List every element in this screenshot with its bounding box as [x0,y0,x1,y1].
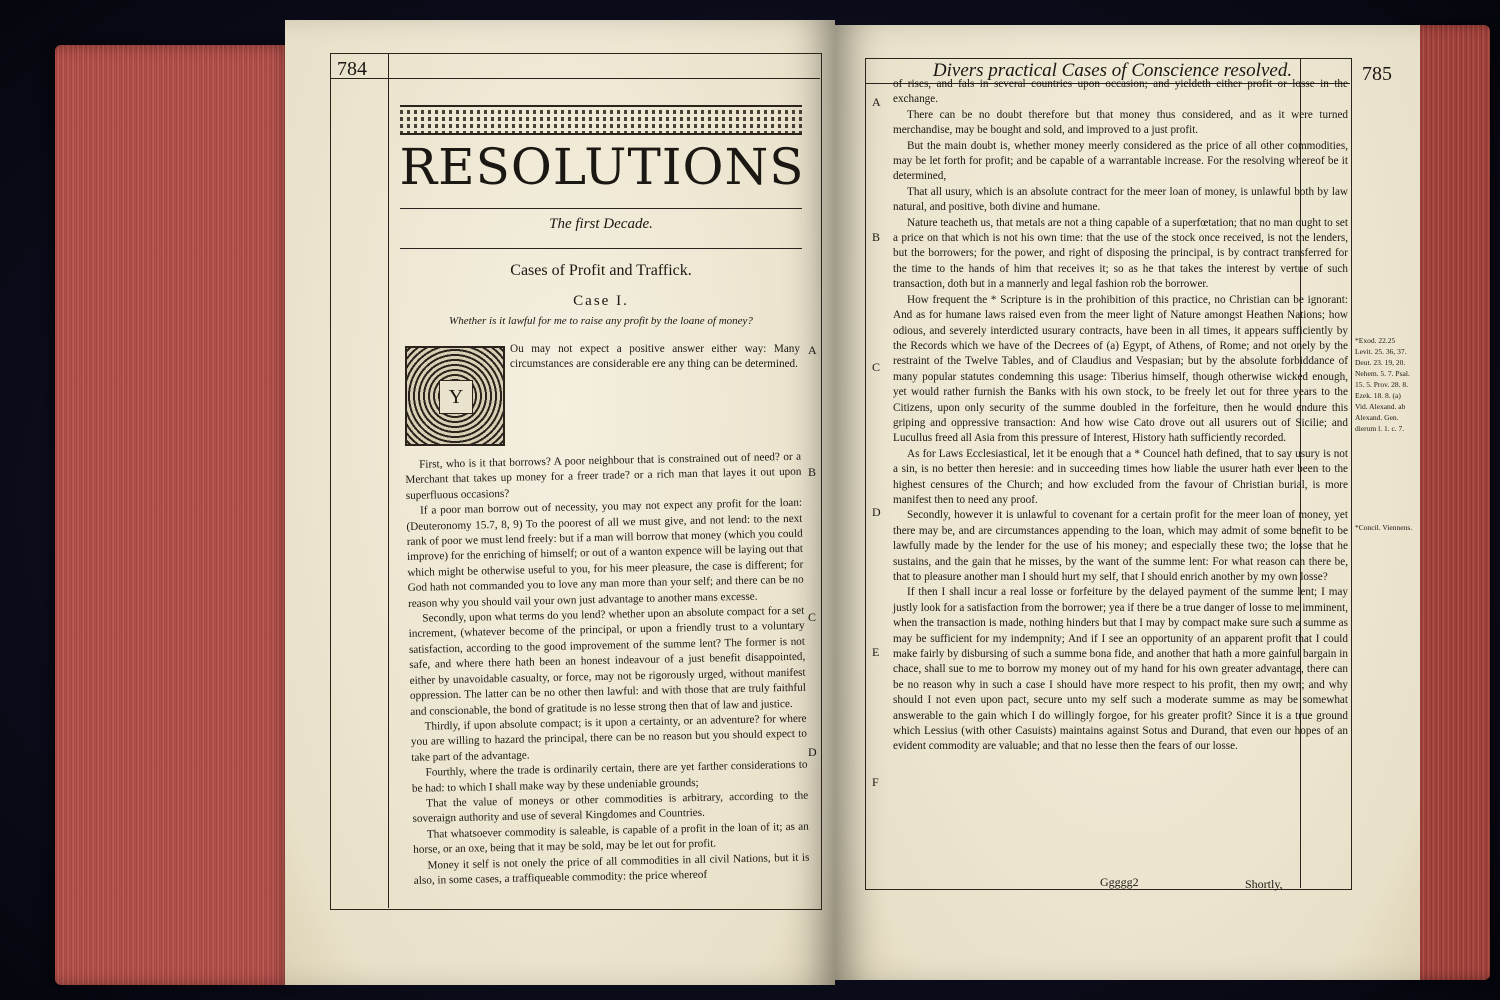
catchword: Shortly, [1245,877,1283,891]
margin-letter: E [872,645,880,659]
paragraph: But the main doubt is, whether money meerly considered as the price of all other commodities, may be let forth for profit; and be capable of a warrantable increase. For the resolving whereof be it determined, [893,139,1348,183]
opening-paragraph: Ou may not expect a positive answer either way: Many circumstances are considerable ere any thing can be determined. [510,343,800,371]
margin-letter: A [872,95,881,109]
left-body-text [405,450,810,890]
paragraph: Nature teacheth us, that metals are not a thing capable of a superfœtation; that no man ought to set a price on that which is not his own time: that the use of the stock once received, is not the lenders, but the borrowers; for the power, and right of disposing the principal, is by contract transferred for the time to the hands of him that receives it; so as he that takes the interest by vertue of such transaction, doth but in a mannerly and legal fashion rob the borrower. [893,216,1348,291]
marginal-notes: *Exod. 22.25 Levit. 25. 36, 37. Deut. 23. 19, 20. Nehem. 5. 7. Psal. 15. 5. Prov. 28. 8. Ezek. 18. 8. (a) Vid. Alexand. ab Alexand. Gen. dierum l. 1. c. 7. [1355,336,1410,433]
paragraph: Secondly, upon what terms do you lend? whether upon an absolute compact for a set increment, (whatever become of the principal, or upon a friendly trust to a voluntary satisfaction, according to the good improvement of the summe lent? The former is not safe, and where there hath been an honest indeavour of a just benefit disappointed, either by unavoidable casualty, or force, may not be rigorously urged, without manifest oppression. The latter can be no other then lawful: and with those that are truly faithful and conscionable, the bond of gratitude is no lesse strong then that of law and justice. [408,604,807,718]
running-head: Divers practical Cases of Conscience resolved. [932,60,1293,81]
left-inner-rule [388,53,389,908]
page-edges-left [55,45,295,985]
paragraph: That all usury, which is an absolute contract for the meer loan of money, is unlawful both by law natural, and positive, both divine and humane. [893,185,1348,214]
paragraph: If a poor man borrow out of necessity, you may not expect any profit for the loan: (Deuteronomy 15.7, 8, 9) To the poorest of all we must give, and not lend: to the next rank of poor we must lend freely: but if a man will borrow that money (which you could improve) for the enriching of himself; or out of a wanton expence will be laying out that which might be otherwise useful to you, for his meer pleasure, the case is different; for God hath not commanded you to love any man more than your self; and there can be no reason why you should vail your own just advantage to another mans excesse. [406,496,804,610]
paragraph: of rises, and fals in several countries upon occasion; and yieldeth either profit or losse in the exchange. [893,78,1348,106]
title-rule [400,208,802,209]
page-number: 785 [1362,63,1392,85]
paragraph: Secondly, however it is unlawful to covenant for a certain profit for the meer loan of money, yet there may be, and are circumstances appending to the loan, which may admit of some benefit to be lawfully made by the lender for the use of his money; and especially these two; the losse that he sustains, and the gain that he misses, by the want of the summe lent: For what reason can there be, that to pleasure another man I should hurt my self, that I should enrich another by my own losse? [893,509,1348,583]
margin-letter: D [872,505,881,519]
left-page [285,20,835,985]
case-question: Whether is it lawful for me to raise any profit by the loane of money? [449,315,753,327]
paragraph: That whatsoever commodity is saleable, is capable of a profit in the loan of it; as an horse, or an oxe, being that it may be sold, may be let out for profit. [413,820,809,857]
paragraph: There can be no doubt therefore but that money thus considered, and as it were turned merchandise, may be bought and sold, and improved to a just profit. [893,108,1348,137]
decade-heading: The first Decade. [549,216,653,232]
right-page [835,25,1420,980]
margin-letter: C [872,360,881,374]
margin-letter: C [808,610,817,624]
right-body-text [893,77,1348,755]
margin-letter: D [808,745,817,759]
paragraph: If then I shall incur a real losse or forfeiture by the delayed payment of the summe lent; I may justly look for a satisfaction from the borrower; yea if there be a true danger of losse to me imminent, when the transaction is made, nothing hinders but that I may by compact make sure such a summe as may be sufficient for my indempnity; And if I see an opportunity of an apparent profit that I could make fairly by disbursing of such a summe bona fide, and another that hath a more gainful bargain in chace, shall sue to me to borrow my money out of my hand for his own greater advantage, there can be no reason why in such a case I should have more respect to his profit, then my own; and why should I not even upon pact, secure unto my self such a moderate summe as may be somewhat answerable to the gain which I do willingly forgoe, for his greater profit? Since it is a true ground which Lessius (with other Casuists) maintains against Sotus and Durand, that even our hopes of an evident commodity are valuable; and that no lesse then the fears of our losse. [893,586,1348,753]
paragraph: Thirdly, if upon absolute compact; is it upon a certainty, or an adventure? for where you are willing to hazard the principal, there can be no reason but you should expect to take part of the advantage. [410,712,807,764]
paragraph: First, who is it that borrows? A poor neighbour that is constrained out of need? or a Merchant that takes up money for a freer trade? or a rich man that layes it out upon superfluous occasions? [405,450,802,502]
margin-letter: B [808,465,817,479]
case-number: Case I. [573,293,629,309]
margin-letter: A [808,343,817,357]
signature-mark: Ggggg2 [1100,875,1139,889]
paragraph: That the value of moneys or other commodities is arbitrary, according to the soveraign authority and use of several Kingdomes and Countries. [412,789,809,826]
page-title: RESOLUTIONS [399,138,805,196]
margin-letter: B [872,230,881,244]
decade-rule [400,248,802,249]
initial-letter: Y [439,380,473,414]
section-heading: Cases of Profit and Traffick. [510,262,692,279]
marginal-notes: *Concil. Viennens. [1355,523,1413,532]
headpiece-pattern [400,105,802,135]
paragraph: As for Laws Ecclesiastical, let it be enough that a * Councel hath defined, that to say usury is not a sin, is no better then heresie: and in succeeding times how liable the usurer hath ever been to the highest censures of the Church; and how excluded from the favour of Christian burial, is more manifest then to need any proof. [893,447,1348,506]
left-header-rule [330,78,820,79]
paragraph: How frequent the * Scripture is in the prohibition of this practice, no Christian can be ignorant: And as for humane laws raised even from the meer light of Nature amongst Heathen Nations; how odious, and severely interdicted usurary contracts, have been in all times, it appears sufficiently by the Records which we have of the Decrees of (a) Egypt, of Athens, of Rome; and not onely by the restraint of the Twelve Tables, and of Claudius and Vespasian; but by the absolute forbiddance of many popular statutes condemning this usage: Tiberius himself, though otherwise wicked enough, yet would rather furnish the Banks with his own stock, to be freely let out for three years to the Citizens, upon only security of the summe doubled in the forfeiture, then he would endure this griping and oppressive transaction: And how wise Cato drove out all usurers out of Sicilie; and Lucullus freed all Asia from this pressure of Interest, History hath sufficiently recorded. [893,293,1348,445]
margin-letter: F [872,775,879,789]
page-number: 784 [337,58,367,80]
paragraph: Fourthly, where the trade is ordinarily certain, there are yet farther considerations to be had: to which I shall make way by these undeniable grounds; [411,758,808,795]
paragraph: Money it self is not onely the price of all commodities in all civil Nations, but it is also, in some cases, a traffiqueable commodity: the price whereof [413,851,810,887]
decorated-initial [405,346,505,446]
